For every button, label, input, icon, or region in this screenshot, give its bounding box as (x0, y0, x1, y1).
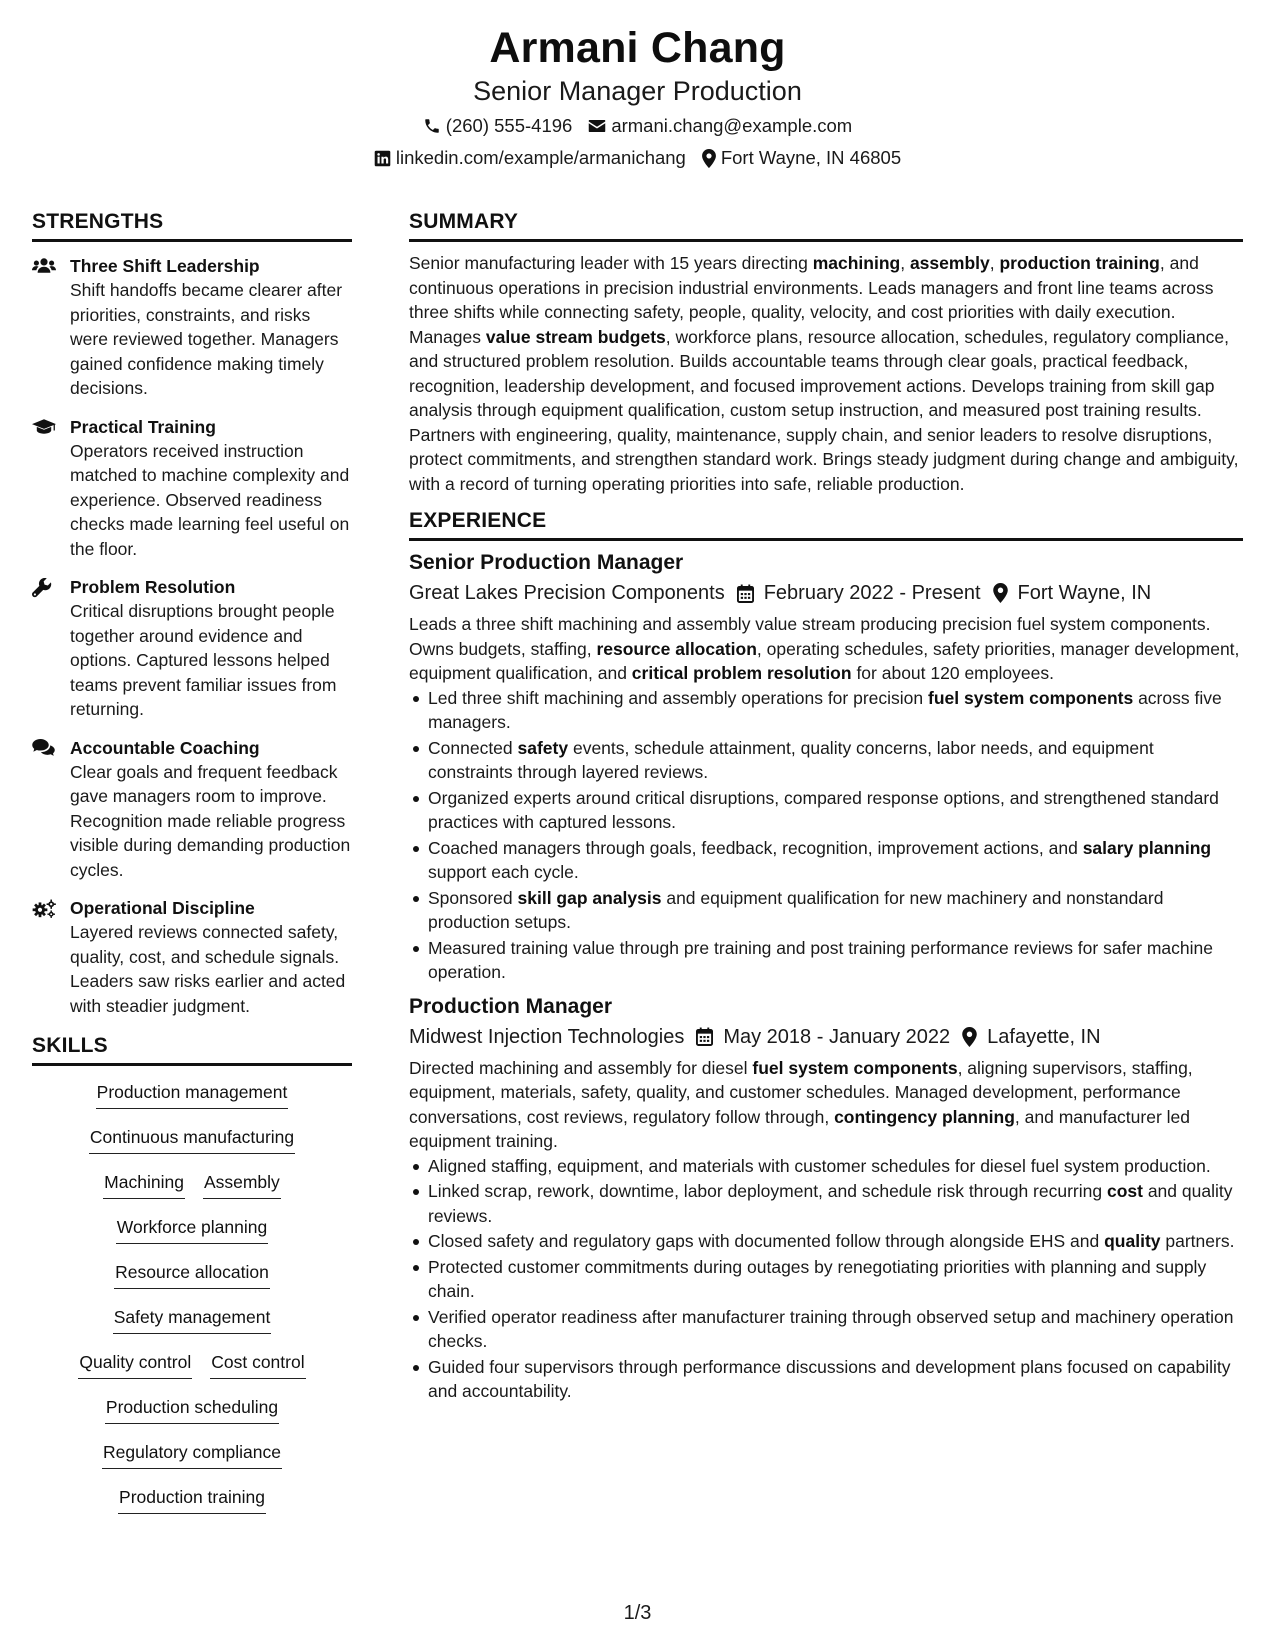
skill-tag: Production training (118, 1485, 266, 1514)
strength-item (32, 736, 352, 883)
skills-heading: SKILLS (32, 1032, 352, 1066)
strengths-list (32, 254, 352, 1018)
skill-row (32, 1080, 352, 1125)
strength-item (32, 896, 352, 1018)
job-bullet (428, 1355, 1243, 1404)
skill-row (32, 1170, 352, 1215)
emphasis-text: fuel system components (928, 687, 1134, 708)
location-contact (702, 146, 901, 170)
left-column (32, 208, 352, 1530)
skill-tag: Resource allocation (114, 1260, 270, 1289)
text-run: for about 120 employees. (851, 663, 1054, 683)
gears-icon (32, 896, 70, 1018)
text-run: , aligning supervisors, staffing, equipment, materials, safety, quality, and customer schedules. Managed development, performance conversations, cost reviews, regulatory follow through, (409, 1057, 1193, 1127)
job-bullet (428, 1179, 1243, 1228)
text-run: Led three shift machining and assembly operations for precision (428, 687, 928, 708)
skill-row (32, 1125, 352, 1170)
experience-heading: EXPERIENCE (409, 507, 1243, 541)
job-dates: February 2022 - Present (763, 582, 981, 604)
text-run: Coached managers through goals, feedback, recognition, improvement actions, and (428, 837, 1083, 858)
skill-tag: Production management (96, 1080, 289, 1109)
text-run: Guided four supervisors through performance discussions and development plans focused on capability and accountability. (428, 1356, 1231, 1401)
skill-tag: Continuous manufacturing (89, 1125, 295, 1154)
phone-icon (423, 117, 441, 135)
emphasis-text: fuel system components (752, 1057, 958, 1078)
calendar-icon (737, 584, 764, 603)
skill-tag: Safety management (113, 1305, 272, 1334)
job-bullet (428, 1154, 1243, 1179)
skill-tag: Quality control (78, 1350, 192, 1379)
wrench-icon (32, 575, 70, 722)
skills-list (32, 1080, 352, 1530)
company-name: Great Lakes Precision Components (409, 582, 725, 604)
comments-icon (32, 736, 70, 883)
text-run: Directed machining and assembly for diesel (409, 1057, 753, 1078)
right-column (409, 208, 1243, 1405)
candidate-name: Armani Chang (489, 24, 786, 72)
job-meta (409, 1023, 1243, 1051)
text-run: , and continuous operations in precision industrial environments. Leads managers and front line teams across three shifts while connecting safety, people, quality, velocity, and cost priorities with daily execution. Manages (409, 253, 1214, 347)
text-run: Leads a three shift machining and assembly value stream producing precision fuel system components. Owns budgets, staffing, (409, 614, 1211, 659)
emphasis-text: production training (999, 253, 1160, 273)
text-run: , operating schedules, safety priorities, manager development, equipment qualification, and (409, 638, 1240, 683)
phone-contact (423, 114, 573, 138)
map-pin-icon (702, 149, 716, 168)
strength-title: Accountable Coaching (70, 737, 260, 758)
text-run: Measured training value through pre training and post training performance reviews for safer machine operation. (428, 937, 1214, 982)
job-meta (409, 579, 1243, 607)
emphasis-text: resource allocation (596, 638, 757, 659)
job-entry (409, 549, 1243, 985)
location-text: Fort Wayne, IN 46805 (720, 147, 902, 168)
job-dates: May 2018 - January 2022 (723, 1025, 951, 1048)
text-run: , (989, 253, 1000, 273)
emphasis-text: safety (517, 737, 569, 758)
email-contact[interactable] (588, 114, 852, 138)
text-run: support each cycle. (428, 862, 579, 882)
strength-title: Problem Resolution (70, 577, 236, 597)
job-bullet (428, 836, 1243, 885)
strength-item (32, 415, 352, 562)
emphasis-text: cost (1106, 1181, 1143, 1201)
emphasis-text: critical problem resolution (631, 663, 852, 683)
skill-row (32, 1395, 352, 1440)
emphasis-text: assembly (909, 253, 990, 273)
job-bullet (428, 1229, 1243, 1254)
text-run: and quality reviews. (428, 1181, 1233, 1226)
skill-row (32, 1485, 352, 1530)
calendar-icon (696, 1027, 723, 1046)
job-bullet (428, 1255, 1243, 1304)
skill-tag: Regulatory compliance (102, 1440, 282, 1469)
strength-desc: Clear goals and frequent feedback gave managers room to improve. Recognition made reliable progress visible during demanding production cycles. (70, 761, 351, 880)
job-title: Senior Production Manager (409, 551, 684, 574)
job-bullet (428, 786, 1243, 835)
resume-header (0, 22, 1275, 170)
job-bullet (428, 736, 1243, 785)
skill-row (32, 1215, 352, 1260)
graduation-cap-icon (32, 415, 70, 562)
strength-desc: Operators received instruction matched to machine complexity and experience. Observed readiness checks made learning feel useful on the floor. (70, 440, 350, 559)
job-bullet (428, 1305, 1243, 1354)
email-text[interactable]: armani.chang@example.com (611, 115, 853, 136)
contact-row-2 (0, 146, 1275, 170)
text-run: across five managers. (428, 687, 1222, 732)
text-run: Sponsored (428, 887, 518, 908)
page-number: 1/3 (623, 1602, 652, 1624)
skill-row (32, 1350, 352, 1395)
text-run: Linked scrap, rework, downtime, labor deployment, and schedule risk through recurring (428, 1181, 1107, 1201)
skill-tag: Production scheduling (105, 1395, 279, 1424)
strength-item (32, 575, 352, 722)
map-pin-icon (962, 1027, 987, 1047)
job-bullets (409, 1154, 1243, 1404)
users-icon (32, 254, 70, 401)
emphasis-text: contingency planning (834, 1106, 1015, 1127)
text-run: , workforce plans, resource allocation, schedules, regulatory compliance, and structured problem resolution. Builds accountable teams through clear goals, practical feedback, recognition, leadership development, and focused improvement actions. Develops training from skill gap analysis through equipment qualification, custom setup instruction, and measured post training results. Partners with engineering, quality, maintenance, supply chain, and senior leaders to resolve disruptions, protect commitments, and strengthen standard work. Brings steady judgment during change and ambiguity, with a record of turning operating priorities into safe, reliable production. (409, 326, 1239, 494)
emphasis-text: skill gap analysis (517, 887, 662, 908)
skill-row (32, 1305, 352, 1350)
candidate-title: Senior Manager Production (473, 76, 802, 106)
emphasis-text: value stream budgets (485, 326, 666, 347)
emphasis-text: salary planning (1082, 837, 1212, 858)
text-run: Verified operator readiness after manufacturer training through observed setup and machinery operation checks. (428, 1306, 1234, 1351)
strength-item (32, 254, 352, 401)
text-run: Connected (428, 737, 518, 758)
skill-tag: Assembly (203, 1170, 281, 1199)
contact-row-1 (0, 114, 1275, 138)
job-summary (409, 1056, 1243, 1154)
text-run: Organized experts around critical disruptions, compared response options, and strengthened standard practices with captured lessons. (428, 787, 1219, 832)
emphasis-text: quality (1104, 1231, 1161, 1251)
map-pin-icon (993, 583, 1018, 603)
text-run: Aligned staffing, equipment, and materials with customer schedules for diesel fuel system production. (428, 1155, 1211, 1176)
linkedin-icon (374, 150, 391, 167)
job-bullet (428, 886, 1243, 935)
text-run: , and manufacturer led equipment training. (409, 1106, 1191, 1151)
strength-desc: Shift handoffs became clearer after priorities, constraints, and risks were reviewed together. Managers gained confidence making timely decisions. (70, 280, 343, 398)
skill-row (32, 1260, 352, 1305)
text-run: partners. (1160, 1231, 1235, 1251)
job-entry (409, 993, 1243, 1404)
job-bullet (428, 686, 1243, 735)
job-location: Lafayette, IN (987, 1025, 1101, 1048)
job-title: Production Manager (409, 994, 613, 1018)
text-run: Protected customer commitments during outages by renegotiating priorities with planning and supply chain. (428, 1256, 1207, 1301)
strength-title: Operational Discipline (70, 898, 255, 918)
job-bullets (409, 686, 1243, 985)
strength-desc: Layered reviews connected safety, quality, cost, and schedule signals. Leaders saw risks earlier and acted with steadier judgment. (70, 922, 346, 1016)
linkedin-contact[interactable] (374, 146, 686, 170)
skill-tag: Workforce planning (116, 1215, 268, 1244)
text-run: , (900, 253, 910, 273)
emphasis-text: machining (812, 253, 901, 273)
text-run: Closed safety and regulatory gaps with documented follow through alongside EHS and (428, 1231, 1105, 1251)
job-summary (409, 612, 1243, 686)
phone-text: (260) 555-4196 (445, 115, 573, 136)
strength-desc: Critical disruptions brought people together around evidence and options. Captured lessons helped teams prevent familiar issues from returning. (70, 601, 337, 719)
skill-row (32, 1440, 352, 1485)
text-run: and equipment qualification for new machinery and nonstandard production setups. (428, 887, 1164, 932)
envelope-icon (588, 118, 606, 134)
summary-heading: SUMMARY (409, 208, 1243, 242)
summary-text (409, 251, 1243, 496)
strengths-heading: STRENGTHS (32, 208, 352, 242)
company-name: Midwest Injection Technologies (409, 1025, 685, 1048)
skill-tag: Cost control (210, 1350, 305, 1379)
job-location: Fort Wayne, IN (1017, 582, 1152, 604)
text-run: events, schedule attainment, quality concerns, labor needs, and equipment constraints through layered reviews. (428, 737, 1154, 782)
job-bullet (428, 936, 1243, 985)
linkedin-text[interactable]: linkedin.com/example/armanichang (395, 147, 686, 168)
text-run: Senior manufacturing leader with 15 years directing (409, 253, 813, 273)
strength-title: Three Shift Leadership (70, 256, 260, 276)
strength-title: Practical Training (70, 416, 216, 437)
skill-tag: Machining (103, 1170, 185, 1199)
